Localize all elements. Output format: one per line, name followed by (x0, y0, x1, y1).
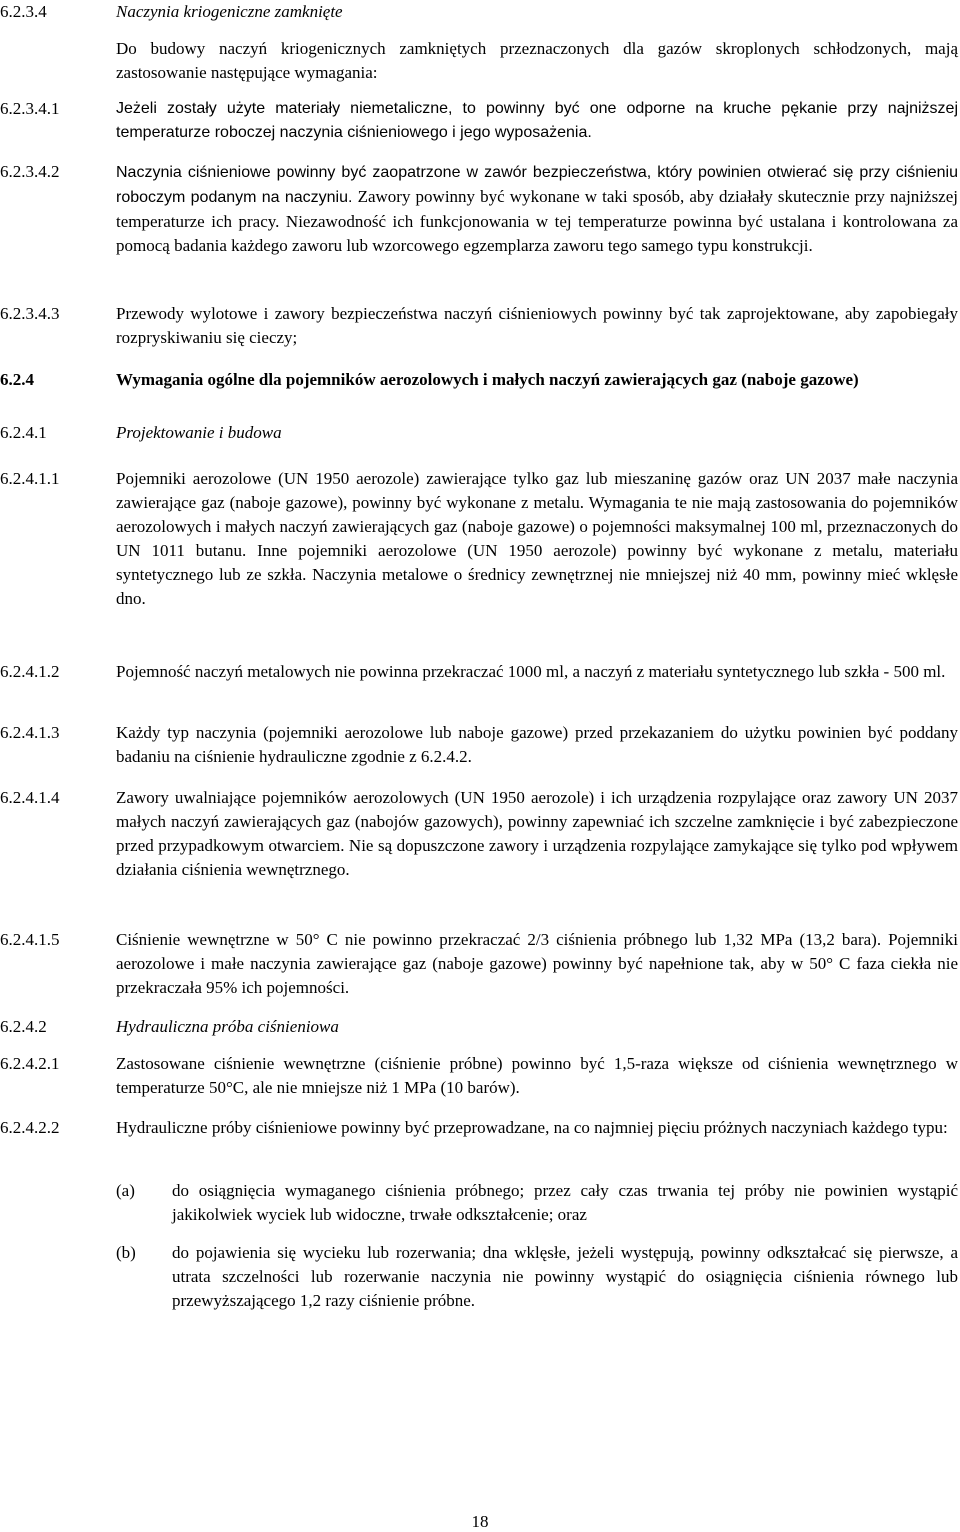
paragraph-text: Każdy typ naczynia (pojemniki aerozolowe lub naboje gazowe) przed przekazaniem do użytku powinien być poddany badaniu na ciśnienie hydrauliczne zgodnie z 6.2.4.2. (116, 723, 958, 766)
paragraph-text: Przewody wylotowe i zawory bezpieczeństwa naczyń ciśnieniowych powinny być tak zaprojektowane, aby zapobiegały rozpryskiwaniu się cieczy; (116, 304, 958, 347)
section-heading: Naczynia kriogeniczne zamknięte (116, 2, 343, 21)
page-number: 18 (471, 1512, 489, 1531)
section-number: 6.2.3.4.3 (0, 304, 60, 323)
section-heading: Projektowanie i budowa (116, 423, 282, 442)
paragraph-text: Ciśnienie wewnętrzne w 50° C nie powinno przekraczać 2/3 ciśnienia próbnego lub 1,32 MPa (13,2 bara). Pojemniki aerozolowe i małe naczynia zawierające gaz (naboje gazowe) powinny być napełnione tak, aby w 50° C faza ciekła nie przekraczała 95% ich pojemności. (116, 930, 958, 997)
paragraph-text: Zastosowane ciśnienie wewnętrzne (ciśnienie próbne) powinno być 1,5-raza większe od ciśnienia wewnętrznego w temperaturze 50°C, ale nie mniejsze niż 1 MPa (10 barów). (116, 1054, 958, 1097)
section-number: 6.2.4.1.2 (0, 662, 60, 681)
section-heading: Wymagania ogólne dla pojemników aerozolowych i małych naczyń zawierających gaz (naboje gazowe) (116, 370, 859, 389)
paragraph-text (116, 160, 958, 258)
section-number: 6.2.4.2.1 (0, 1054, 60, 1073)
list-item-text: do osiągnięcia wymaganego ciśnienia próbnego; przez cały czas trwania tej próby nie powinien wystąpić jakikolwiek wyciek lub widoczne, trwałe odkształcenie; oraz (172, 1181, 958, 1224)
section-number: 6.2.3.4.2 (0, 162, 60, 181)
section-number: 6.2.4.2 (0, 1017, 47, 1036)
section-number: 6.2.4.2.2 (0, 1118, 60, 1137)
paragraph-text-part-a: Naczynia ciśnieniowe powinny być zaopatrzone w zawór bezpieczeństwa, który powinien otwierać się przy ciśnieniu roboczym podanym na naczyniu. (116, 164, 958, 206)
section-number: 6.2.4.1.5 (0, 930, 60, 949)
paragraph-text: Jeżeli zostały użyte materiały niemetaliczne, to powinny być one odporne na kruche pękanie przy najniższej temperaturze roboczej naczynia ciśnieniowego i jego wyposażenia. (116, 100, 958, 141)
section-number: 6.2.4.1.4 (0, 788, 60, 807)
section-number: 6.2.4.1.3 (0, 723, 60, 742)
paragraph-text: Pojemniki aerozolowe (UN 1950 aerozole) zawierające tylko gaz lub mieszaninę gazów oraz UN 2037 małe naczynia zawierające gaz (naboje gazowe), powinny być wykonane z metalu. Wymagania te nie mają zastosowania do pojemników aerozolowych i małych naczyń zawierających gaz (naboje gazowe) o pojemności maksymalnej 100 ml, przeznaczonych do UN 1011 butanu. Inne pojemniki aerozolowe (UN 1950 aerozole) powinny być wykonane z metalu, materiału syntetycznego lub ze szkła. Naczynia metalowe o średnicy zewnętrznej nie mniejszej niż 40 mm, powinny mieć wklęsłe dno. (116, 469, 958, 608)
section-number: 6.2.3.4 (0, 2, 47, 21)
section-number: 6.2.4.1.1 (0, 469, 60, 488)
list-item-label: (a) (116, 1181, 135, 1200)
paragraph-text: Pojemność naczyń metalowych nie powinna przekraczać 1000 ml, a naczyń z materiału syntetycznego lub szkła - 500 ml. (116, 662, 946, 681)
paragraph-text: Do budowy naczyń kriogenicznych zamkniętych przeznaczonych dla gazów skroplonych schłodzonych, mają zastosowanie następujące wymagania: (116, 39, 958, 82)
paragraph-text: Zawory uwalniające pojemników aerozolowych (UN 1950 aerozole) i ich urządzenia rozpylające oraz zawory UN 2037 małych naczyń zawierających gaz (nabojów gazowych), powinny zapewniać ich szczelne zamknięcie i być zabezpieczone przed przypadkowym otwarciem. Nie są dopuszczone zawory i urządzenia rozpylające zamykające się tylko pod wpływem działania ciśnienia wewnętrznego. (116, 788, 958, 879)
paragraph-text: Hydrauliczne próby ciśnieniowe powinny być przeprowadzane, na co najmniej pięciu próżnych naczyniach każdego typu: (116, 1118, 948, 1137)
list-item-label: (b) (116, 1243, 136, 1262)
section-number: 6.2.3.4.1 (0, 99, 60, 118)
section-heading: Hydrauliczna próba ciśnieniowa (116, 1017, 339, 1036)
section-number: 6.2.4.1 (0, 423, 47, 442)
paragraph-text-part-b: Zawory powinny być wykonane w taki sposób, aby działały skutecznie przy najniższej temperaturze ich pracy. Niezawodność ich funkcjonowania w tej temperaturze powinna być ustalana i kontrolowana za pomocą badania każdego zaworu lub wzorcowego egzemplarza zaworu tego samego typu konstrukcji. (116, 187, 958, 255)
section-number: 6.2.4 (0, 370, 34, 389)
list-item-text: do pojawienia się wycieku lub rozerwania; dna wklęsłe, jeżeli występują, powinny odkształcać się pierwsze, a utrata szczelności lub rozerwanie naczynia nie powinny wystąpić do osiągnięcia ciśnienia równego lub przewyższającego 1,2 razy ciśnienie próbne. (172, 1243, 958, 1310)
